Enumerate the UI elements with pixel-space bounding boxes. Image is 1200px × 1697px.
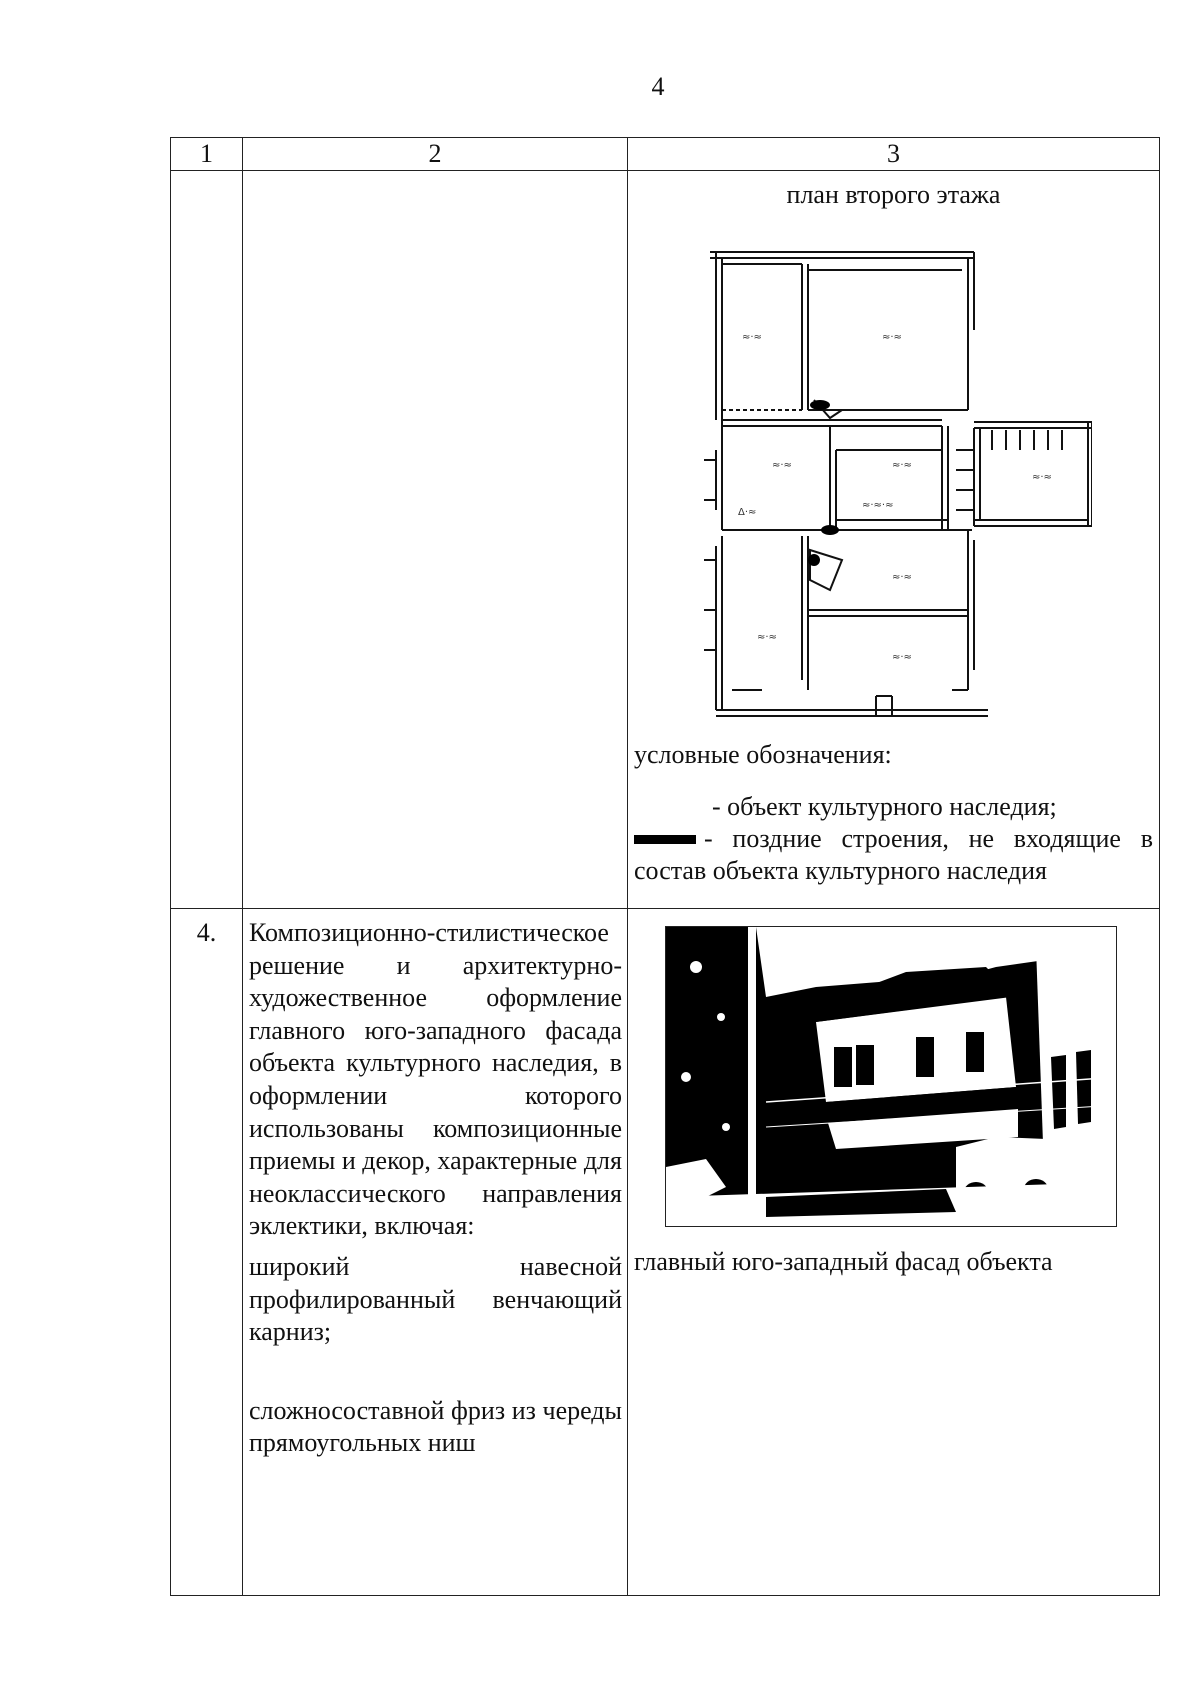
page-number: 4 xyxy=(651,72,665,101)
header-col-2: 2 xyxy=(243,138,628,171)
svg-text:≈·≈: ≈·≈ xyxy=(757,632,777,643)
svg-text:≈·≈: ≈·≈ xyxy=(772,460,792,471)
table-row-4 xyxy=(171,909,1160,1596)
legend-late-item xyxy=(634,823,1153,887)
table-row-plan xyxy=(171,171,1160,909)
svg-text:≈·≈: ≈·≈ xyxy=(892,460,912,471)
description-paragraph: сложносоставной фриз из череды прямоугольных ниш xyxy=(249,1395,622,1458)
legend-title: условные обозначения: xyxy=(634,740,892,769)
facade-photo xyxy=(665,926,1117,1227)
legend-heritage-text: - объект культурного наследия; xyxy=(712,792,1057,821)
plan-row-illustration-cell xyxy=(628,171,1160,909)
header-col-3: 3 xyxy=(628,138,1160,171)
svg-text:≈·≈: ≈·≈ xyxy=(882,332,902,343)
floor-plan-drawing xyxy=(702,250,1092,720)
plan-caption: план второго этажа xyxy=(786,180,1001,209)
svg-text:≈·≈·≈: ≈·≈·≈ xyxy=(862,500,894,511)
row-number: 4. xyxy=(171,909,243,1596)
svg-text:≈·≈: ≈·≈ xyxy=(1032,472,1052,483)
plan-row-number-cell xyxy=(171,171,243,909)
legend-heritage-item xyxy=(634,791,1153,823)
svg-text:≈·≈: ≈·≈ xyxy=(742,332,762,343)
svg-text:Δ·≈: Δ·≈ xyxy=(738,507,757,518)
header-col-1: 1 xyxy=(171,138,243,171)
svg-text:≈·≈: ≈·≈ xyxy=(892,572,912,583)
svg-text:≈·≈: ≈·≈ xyxy=(892,652,912,663)
row-illustration-cell xyxy=(628,909,1160,1596)
table-header-row xyxy=(171,138,1160,171)
row-description-cell xyxy=(243,909,628,1596)
heritage-table xyxy=(170,137,1160,1596)
description-paragraph: широкий навесной профилированный венчающий карниз; xyxy=(249,1251,622,1347)
photo-caption: главный юго-западный фасад объекта xyxy=(634,1247,1053,1276)
plan-row-description-cell xyxy=(243,171,628,909)
description-paragraph: Композиционно-стилистическое решение и архитектурно-художественное оформление главного юго-западного фасада объекта культурного наследия, в оформлении которого использованы композиционные приемы и декор, характерные для неоклассического направления эклектики, включая: xyxy=(249,918,622,1241)
late-buildings-swatch xyxy=(634,835,696,844)
legend-late-text: - поздние строения, не входящие в состав объекта культурного наследия xyxy=(634,824,1153,885)
